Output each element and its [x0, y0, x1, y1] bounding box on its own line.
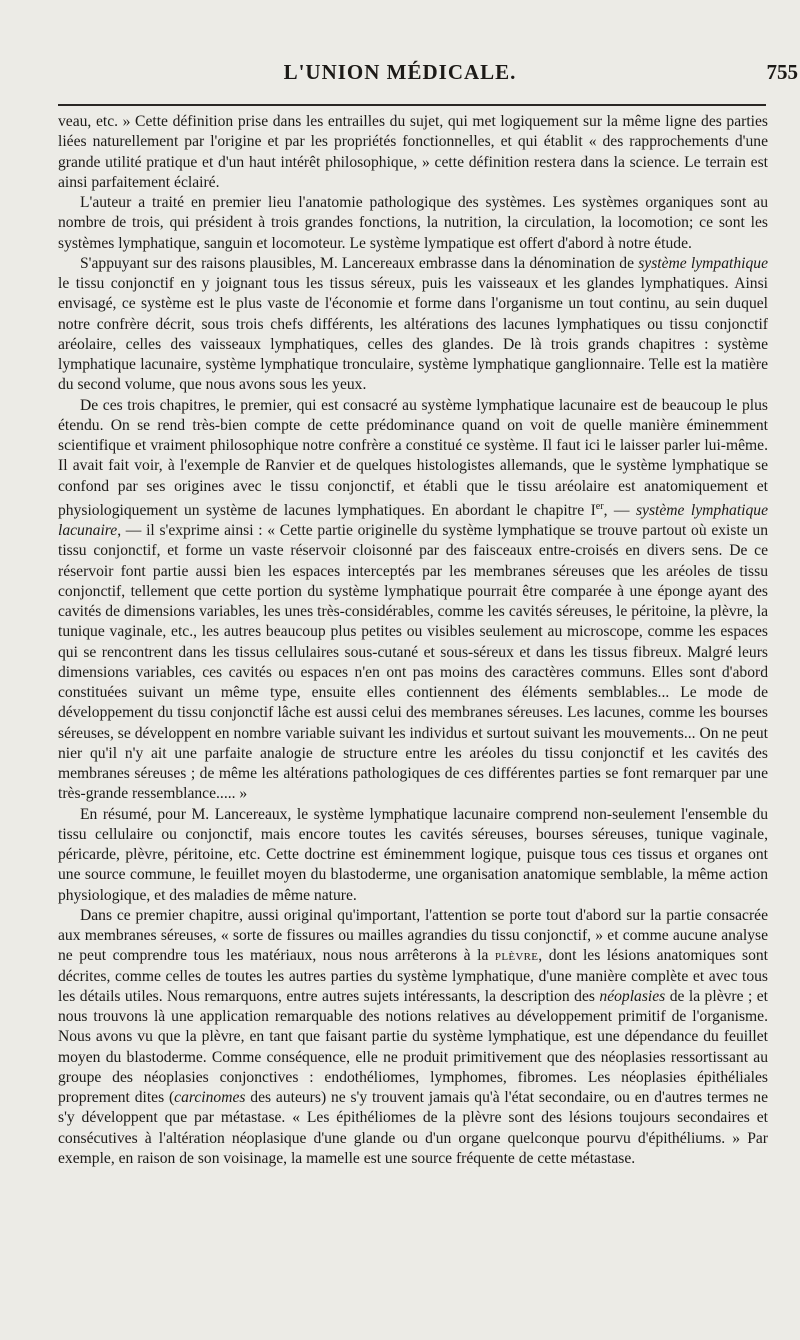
paragraph: [58, 396, 768, 805]
paragraph: [58, 112, 768, 193]
running-title: L'UNION MÉDICALE.: [283, 60, 517, 84]
paragraph: [58, 254, 768, 396]
italic-text: système lympathique: [638, 254, 769, 272]
paragraph: [58, 193, 768, 254]
superscript: er: [595, 500, 604, 512]
italic-text: néoplasies: [599, 987, 666, 1005]
italic-text: carcinomes: [174, 1089, 246, 1107]
paragraph: [58, 805, 768, 906]
text-run: Dans ce premier chapitre, aussi original qu'important, l'attention se porte tout d'abord sur la partie consacrée aux membranes séreuses, « sorte de fissures ou mailles agrandies du tissu conjonctif, » et comme aucune analyse ne peut comprendre tous les matériaux, nous nous arrêterons à la: [58, 906, 768, 965]
text-run: des auteurs) ne s'y trouvent jamais qu'à l'état secondaire, ou en d'autres termes ne s'y développent que par métastase. « Les épithéliomes de la plèvre sont des lésions toujours secondaires et consécutives à l'altération néoplasique d'une glande ou d'un organe quelconque pourvu d'épithéliums. » Par exemple, en raison de son voisinage, la mamelle est une source fréquente de cette métastase.: [58, 1089, 768, 1167]
article-body: [58, 112, 768, 1169]
small-caps-text: plèvre: [494, 947, 539, 965]
text-run: de la plèvre ; et nous trouvons là une application remarquable des notions relatives au développement primitif de l'organisme. Nous avons vu que la plèvre, en tant que faisant partie du système lymphatique, est une dépendance du feuillet moyen du blastoderme. Comme conséquence, elle ne produit primitivement que des néoplasies ressortissant au groupe des néoplasies conjonctives : endothéliomes, lymphomes, fibromes. Les néoplasies épithéliales proprement dites (: [58, 987, 769, 1107]
text-run: veau, etc. » Cette définition prise dans les entrailles du sujet, qui met logiquement sur la même ligne des parties liées naturellement par l'origine et par les propriétés fonctionnelles, et qui établit « des rapprochements d'une grande utilité pratique et d'un haut intérêt philosophique, » cette définition restera dans la science. Le terrain est ainsi parfaitement éclairé.: [58, 113, 768, 191]
text-run: , dont les lésions anatomiques sont décrites, comme celles de toutes les autres parties du système lymphatique, d'une manière complète et avec tous les détails utiles. Nous remarquons, entre autres sujets intéressants, la description des: [58, 947, 769, 1005]
page-number: 755: [766, 60, 798, 84]
text-run: , — il s'exprime ainsi : « Cette partie originelle du système lymphatique se trouve partout où existe un tissu conjonctif, et forme un vaste réservoir cloisonné par des faisceaux entre-croisés en divers sens. De ce réservoir font partie aussi bien les espaces interceptés par les membranes séreuses que les aréoles de tissu conjonctif, tellement que cette portion du système lymphatique pourrait être comparée à une éponge ayant des cavités de dimensions variables, les unes très-considérables, comme les cavités séreuses, le péritoine, la plèvre, la tunique vaginale, etc., les autres beaucoup plus petites ou visibles seulement au microscope, comme les espaces qui se rencontrent dans les tissus cellulaires sous-cutané et sous-séreux et dans les tissus fibreux. Malgré leurs dimensions variables, ces cavités ou espaces n'en ont pas moins des caractères communs. Elles sont d'abord constituées suivant un même type, ensuite elles contiennent des éléments semblables... Le mode de développement du tissu conjonctif lâche est aussi celui des membranes séreuses. Les lacunes, comme les bourses séreuses, se développent en nombre variable suivant les individus et surtout suivant les mouvements... On ne peut nier qu'il n'y ait une parfaite analogie de structure entre les aréoles du tissu conjonctif et les cavités des membranes séreuses ; de même les altérations pathologiques de ces différentes parties se font remarquer par une très-grande ressemblance..... »: [58, 522, 768, 803]
text-run: L'auteur a traité en premier lieu l'anatomie pathologique des systèmes. Les systèmes organiques sont au nombre de trois, qui président à trois grandes fonctions, la nutrition, la circulation, la locomotion; ce sont les systèmes lymphatique, sanguin et locomoteur. Le système lympatique est offert d'abord à notre étude.: [58, 194, 768, 252]
text-run: De ces trois chapitres, le premier, qui est consacré au système lymphatique lacunaire est de beaucoup le plus étendu. On se rend très-bien compte de cette prédominance quand on voit de quelle manière éminemment scientifique et vraiment philosophique notre confrère a constitué ce système. Il faut ici le laisser parler lui-même. Il avait fait voir, à l'exemple de Ranvier et de quelques histologistes allemands, que le système lymphatique se confond par ses origines avec le tissu conjonctif, et établi que le tissu aréolaire est anatomiquement et physiologiquement un système de lacunes lymphatiques. En abordant le chapitre I: [58, 396, 768, 519]
header-rule: [58, 104, 766, 106]
text-run: le tissu conjonctif en y joignant tous les tissus séreux, puis les vaisseaux et les glandes lymphatiques. Ainsi envisagé, ce système est le plus vaste de l'économie et forme dans l'organisme un tout continu, au sein duquel notre confrère décrit, sous trois chefs différents, les altérations des lacunes lymphatiques ou tissu conjonctif aréolaire, celles des vaisseaux lymphatiques, celles des glandes. De là trois grands chapitres : système lymphatique lacunaire, système lymphatique tronculaire, système lymphatique ganglionnaire. Telle est la matière du second volume, que nous avons sous les yeux.: [58, 275, 768, 394]
italic-text: système lymphatique lacunaire: [58, 501, 768, 540]
paragraph: [58, 906, 768, 1169]
text-run: S'appuyant sur des raisons plausibles, M. Lancereaux embrasse dans la dénomination de: [80, 254, 639, 272]
text-run: En résumé, pour M. Lancereaux, le système lymphatique lacunaire comprend non-seulement l'ensemble du tissu cellulaire ou conjonctif, mais encore toutes les cavités séreuses, bourses séreuses, tunique vaginale, péricarde, plèvre, péritoine, etc. Cette doctrine est éminemment logique, puisque tous ces tissus et organes ont une source commune, le feuillet moyen du blastoderme, une organisation anatomique semblable, la même action physiologique, et des maladies de même nature.: [58, 805, 768, 904]
text-run: , —: [603, 501, 636, 519]
